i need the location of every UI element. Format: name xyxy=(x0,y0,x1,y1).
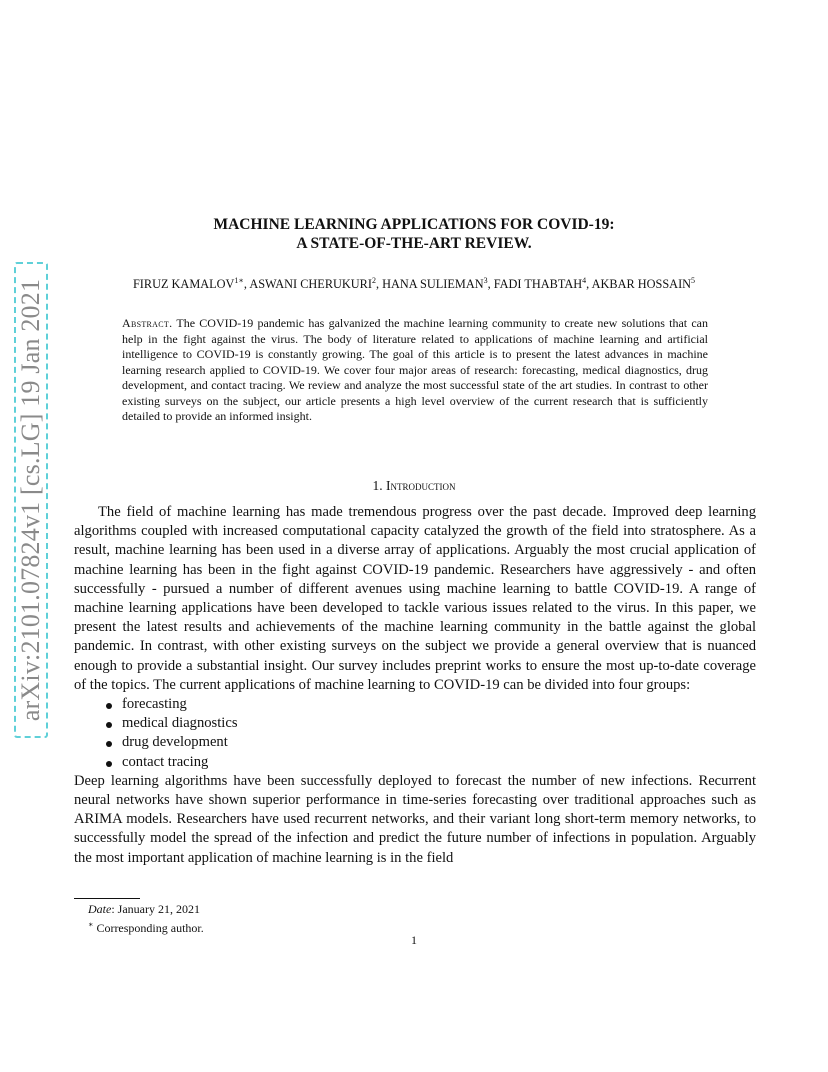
intro-paragraph: The field of machine learning has made tremendous progress over the past decade. Improved deep learning algorithms coupled with increased computational capacity catalyzed the growth of the field into stratosphere. As a result, machine learning has been used in a diverse array of applications. Arguably the most crucial application of machine learning has been in the fight against COVID-19 pandemic. Researchers have aggressively - and often successfully - pursued a number of different avenues using machine learning to battle COVID-19. A range of machine learning applications have been developed to tackle various issues related to the virus. In this paper, we present the latest results and achievements of the machine learning community in the battle against the global pandemic. In contrast, with other existing surveys on the subject we provide a general overview that is nuanced enough to provide a substantial insight. Our survey includes preprint works to ensure the most up-to-date coverage of the topics. The current applications of machine learning to COVID-19 can be divided into four groups: xyxy=(74,504,756,693)
footnotes xyxy=(88,901,204,936)
application-groups-list xyxy=(74,695,756,772)
title-line-1: MACHINE LEARNING APPLICATIONS FOR COVID-19: xyxy=(213,216,615,233)
abstract-text: The COVID-19 pandemic has galvanized the machine learning community to create new solutions that can help in the fight against the virus. The body of literature related to applications of machine learning and artificial intelligence to COVID-19 is constantly growing. The goal of this article is to present the latest advances in machine learning research applied to COVID-19. We cover four major areas of research: forecasting, medical diagnostics, drug development, and contact tracing. We review and analyze the most successful state of the art studies. In contrast to other existing surveys on the subject, our article presents a high level overview of the current research that is sufficiently detailed to provide an informed insight. xyxy=(122,316,708,423)
title-line-2: A STATE-OF-THE-ART REVIEW. xyxy=(296,235,532,252)
author-affiliation: 1∗ xyxy=(234,276,244,285)
paper-title xyxy=(0,215,828,253)
author-affiliation: 4 xyxy=(582,276,587,285)
author-name: HANA SULIEMAN xyxy=(382,277,484,292)
list-item: medical diagnostics xyxy=(106,714,756,733)
footnote-rule xyxy=(74,898,140,899)
page-number: 1 xyxy=(411,933,417,947)
abstract xyxy=(122,316,708,425)
date-footnote xyxy=(88,901,204,917)
section-heading xyxy=(0,478,828,494)
list-item: contact tracing xyxy=(106,753,756,772)
author-affiliation: 5 xyxy=(691,276,696,285)
date-label: Date xyxy=(88,902,112,916)
list-item: drug development xyxy=(106,733,756,752)
section-title: Introduction xyxy=(386,478,456,493)
author-name: FADI THABTAH xyxy=(493,277,583,292)
author-name: ASWANI CHERUKURI xyxy=(249,277,372,292)
followup-paragraph: Deep learning algorithms have been successfully deployed to forecast the number of new infections. Recurrent neural networks have shown superior performance in time-series forecasting over traditional approaches such as ARIMA models. Researchers have used recurrent networks, and their variant long short-term memory networks, to successfully model the spread of the infection and predict the future number of infections in population. Arguably the most important application of machine learning is in the field xyxy=(74,772,756,866)
arxiv-stamp xyxy=(14,262,48,738)
corresponding-mark: ∗ xyxy=(88,920,94,929)
list-item: forecasting xyxy=(106,695,756,714)
author-list: FIRUZ $KAMALOV^{1∗}$, ASWANI CHERUKURI$^2$, HANA SULIEMAN$^3$, FADI THABTAH$^4$, AKBAR HOSSAIN$^5$ xyxy=(132,276,696,292)
arxiv-identifier: arXiv:2101.07824v1 [cs.LG] 19 Jan 2021 xyxy=(16,278,45,722)
date-value: : January 21, 2021 xyxy=(111,902,200,916)
author-name: FIRUZ KAMALOV xyxy=(132,277,235,292)
abstract-label: Abstract. xyxy=(122,316,173,330)
section-number: 1. xyxy=(372,478,383,493)
author-name: AKBAR HOSSAIN xyxy=(591,277,692,292)
author-affiliation: 2 xyxy=(371,276,376,285)
author-affiliation: 3 xyxy=(483,276,488,285)
corresponding-text: Corresponding author. xyxy=(93,921,204,935)
body-text xyxy=(74,503,756,868)
